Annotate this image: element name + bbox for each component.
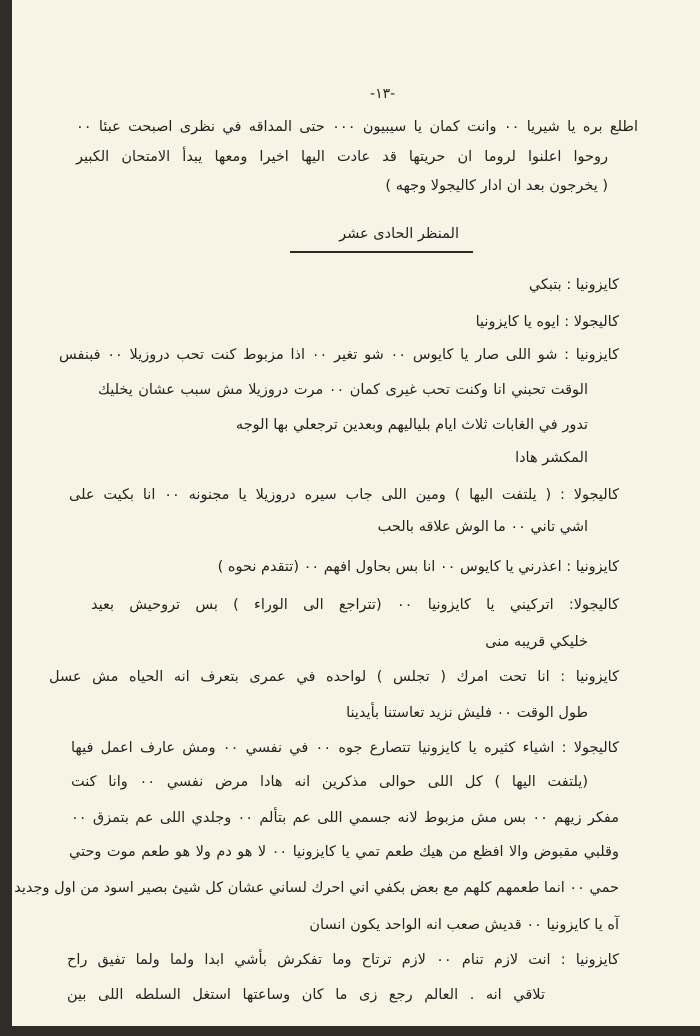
dialogue-line: كايزونيا : انت لازم تنام ٠٠ لازم ترتاح وما تفكرش بأشي ابدا ولما ولما تفيق راح [67,952,619,968]
heading-underline [290,251,473,253]
dialogue-line: (يلتفت اليها ) كل اللى حوالى مذكرين انه هادا مرض نفسي ٠٠ وانا كنت [71,774,588,790]
dialogue-line: حمي ٠٠ انما طعمهم كلهم مع بعض بكفي اني احرك لساني عشان كل شيئ بصير اسود من اول وجديد [14,880,619,896]
intro-line: اطلع بره يا شيريا ٠٠ وانت كمان يا سيبيون ٠٠٠ حتى المداقه في نظرى اصبحت عبئا ٠٠ [76,119,638,135]
dialogue-line: كاليجولا: اتركيني يا كايزونيا ٠٠ (تتراجع الى الوراء ) بس تروحيش بعيد [91,597,619,613]
dialogue-line: المكشر هادا [515,450,588,466]
dialogue-line: مفكر زيهم ٠٠ بس مش مزبوط لانه جسمي اللى عم بتألم ٠٠ وجلدي اللى عم بتمزق ٠٠ [71,810,619,826]
page-number: -١٣- [370,86,396,102]
scene-heading: المنظر الحادى عشر [339,226,459,242]
dialogue-line: الوقت تحبني انا وكنت تحب غيرى كمان ٠٠ مرت دروزيلا مش سبب عشان يخليك [98,382,588,398]
dialogue-line: كايزونيا : بتبكي [528,277,619,293]
dialogue-line: كايزونيا : اعذرني يا كايوس ٠٠ انا بس بحاول افهم ٠٠ (تتقدم نحوه ) [217,559,619,575]
intro-line: روحوا اعلنوا لروما ان حريتها قد عادت اليها اخيرا ومعها يبدأ الامتحان الكبير [76,149,608,165]
dialogue-line: تلاقي انه . العالم رجع زى ما كان وساعتها استغل السلطه اللى بين [67,987,545,1003]
dialogue-line: كاليجولا : اشياء كثيره يا كايزونيا تتصارع جوه ٠٠ في نفسي ٠٠ ومش عارف اعمل فيها [71,740,619,756]
dialogue-line: كاليجولا : ( يلتفت اليها ) ومين اللى جاب سيره دروزيلا يا مجنونه ٠٠ انا بكيت على [69,487,619,503]
dialogue-line: كاليجولا : ايوه يا كايزونيا [475,314,619,330]
dialogue-line: اشي تاني ٠٠ ما الوش علاقه بالحب [377,519,588,535]
document-page [12,0,700,1026]
dialogue-line: خليكي قريبه منى [485,634,588,650]
dialogue-line: آه يا كايزونيا ٠٠ قديش صعب انه الواحد يكون انسان [309,917,619,933]
stage-direction: ( يخرجون بعد ان ادار كاليجولا وجهه ) [385,178,608,194]
dialogue-line: وقلبي مقبوض والا افظع من هيك طعم تمي يا كايزونيا ٠٠ لا هو دم ولا هو طعم موت وحتي [69,844,619,860]
dialogue-line: تدور في الغابات ثلاث ايام بلياليهم وبعدين ترجعلي بها الوجه [235,417,588,433]
dialogue-line: كايزونيا : شو اللى صار يا كايوس ٠٠ شو تغير ٠٠ اذا مزبوط كنت تحب دروزيلا ٠٠ فبنفس [59,347,619,363]
dialogue-line: كايزونيا : انا تحت امرك ( تجلس ) لواحده في عمرى بتعرف انه الحياه مش عسل [49,669,619,685]
dialogue-line: طول الوقت ٠٠ فليش نزيد تعاستنا بأيدينا [346,705,588,721]
